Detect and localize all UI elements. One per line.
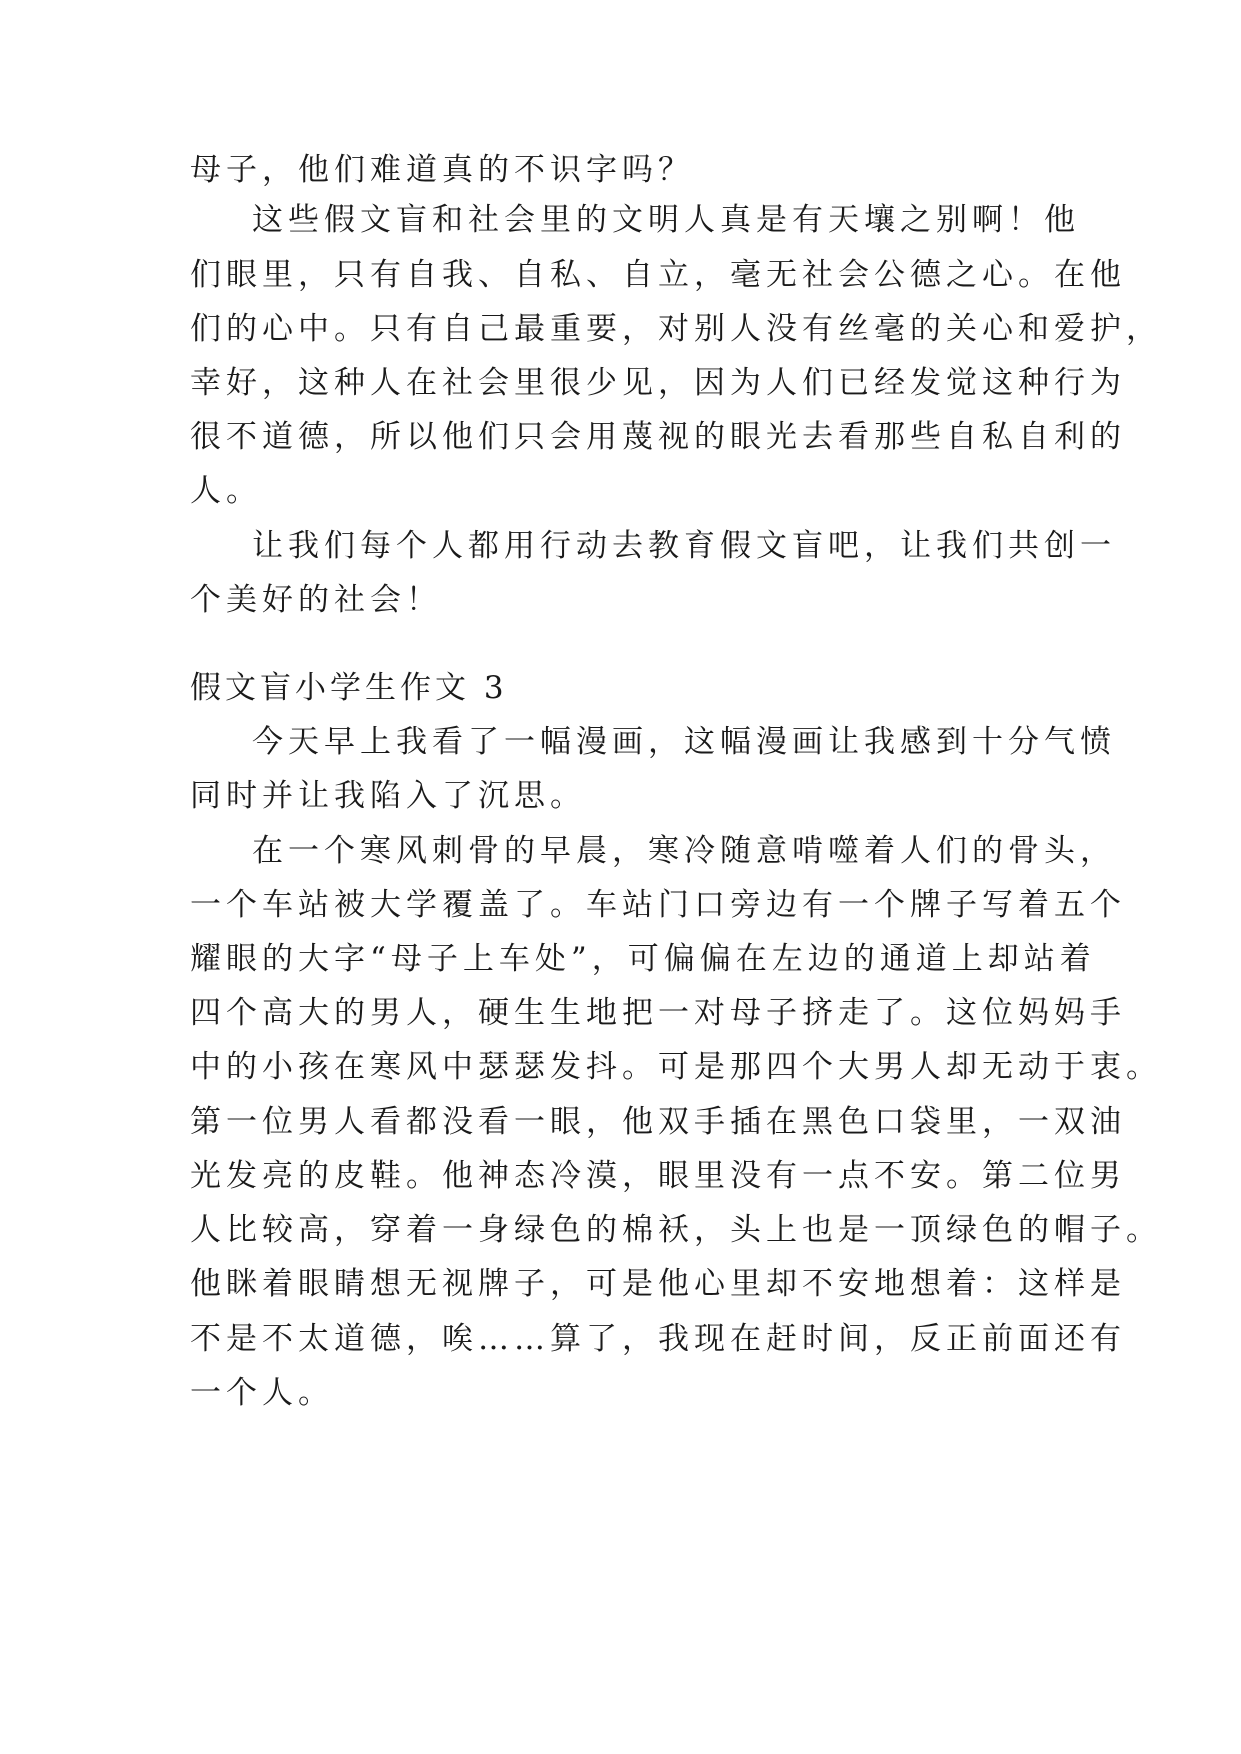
text-line: 人比较高，穿着一身绿色的棉袄，头上也是一顶绿色的帽子。 bbox=[190, 1212, 1162, 1248]
text-line: 让我们每个人都用行动去教育假文盲吧，让我们共创一 bbox=[252, 528, 1116, 564]
text-line: 一个人。 bbox=[190, 1375, 334, 1411]
text-line: 在一个寒风刺骨的早晨，寒冷随意啃噬着人们的骨头， bbox=[252, 833, 1116, 869]
section-title: 假文盲小学生作文 3 bbox=[190, 670, 508, 706]
text-line: 这些假文盲和社会里的文明人真是有天壤之别啊！他 bbox=[252, 202, 1080, 238]
text-line: 第一位男人看都没看一眼，他双手插在黑色口袋里，一双油 bbox=[190, 1104, 1126, 1140]
text-line: 耀眼的大字“母子上车处”，可偏偏在左边的通道上却站着 bbox=[190, 941, 1096, 977]
text-line: 母子，他们难道真的不识字吗？ bbox=[190, 152, 694, 188]
text-line: 个美好的社会！ bbox=[190, 582, 442, 618]
text-line: 不是不太道德，唉……算了，我现在赶时间，反正前面还有 bbox=[190, 1321, 1126, 1357]
text-line: 今天早上我看了一幅漫画，这幅漫画让我感到十分气愤 bbox=[252, 724, 1116, 760]
text-line: 很不道德，所以他们只会用蔑视的眼光去看那些自私自利的 bbox=[190, 419, 1126, 455]
text-line: 光发亮的皮鞋。他神态冷漠，眼里没有一点不安。第二位男 bbox=[190, 1158, 1126, 1194]
text-line: 同时并让我陷入了沉思。 bbox=[190, 778, 586, 814]
text-line: 们的心中。只有自己最重要，对别人没有丝毫的关心和爱护， bbox=[190, 311, 1162, 347]
text-line: 人。 bbox=[190, 473, 262, 509]
text-line: 四个高大的男人，硬生生地把一对母子挤走了。这位妈妈手 bbox=[190, 995, 1126, 1031]
text-line: 一个车站被大学覆盖了。车站门口旁边有一个牌子写着五个 bbox=[190, 887, 1126, 923]
text-line: 幸好，这种人在社会里很少见，因为人们已经发觉这种行为 bbox=[190, 365, 1126, 401]
text-line: 他眯着眼睛想无视牌子，可是他心里却不安地想着：这样是 bbox=[190, 1266, 1126, 1302]
text-line: 们眼里，只有自我、自私、自立，毫无社会公德之心。在他 bbox=[190, 257, 1126, 293]
text-line: 中的小孩在寒风中瑟瑟发抖。可是那四个大男人却无动于衷。 bbox=[190, 1049, 1162, 1085]
